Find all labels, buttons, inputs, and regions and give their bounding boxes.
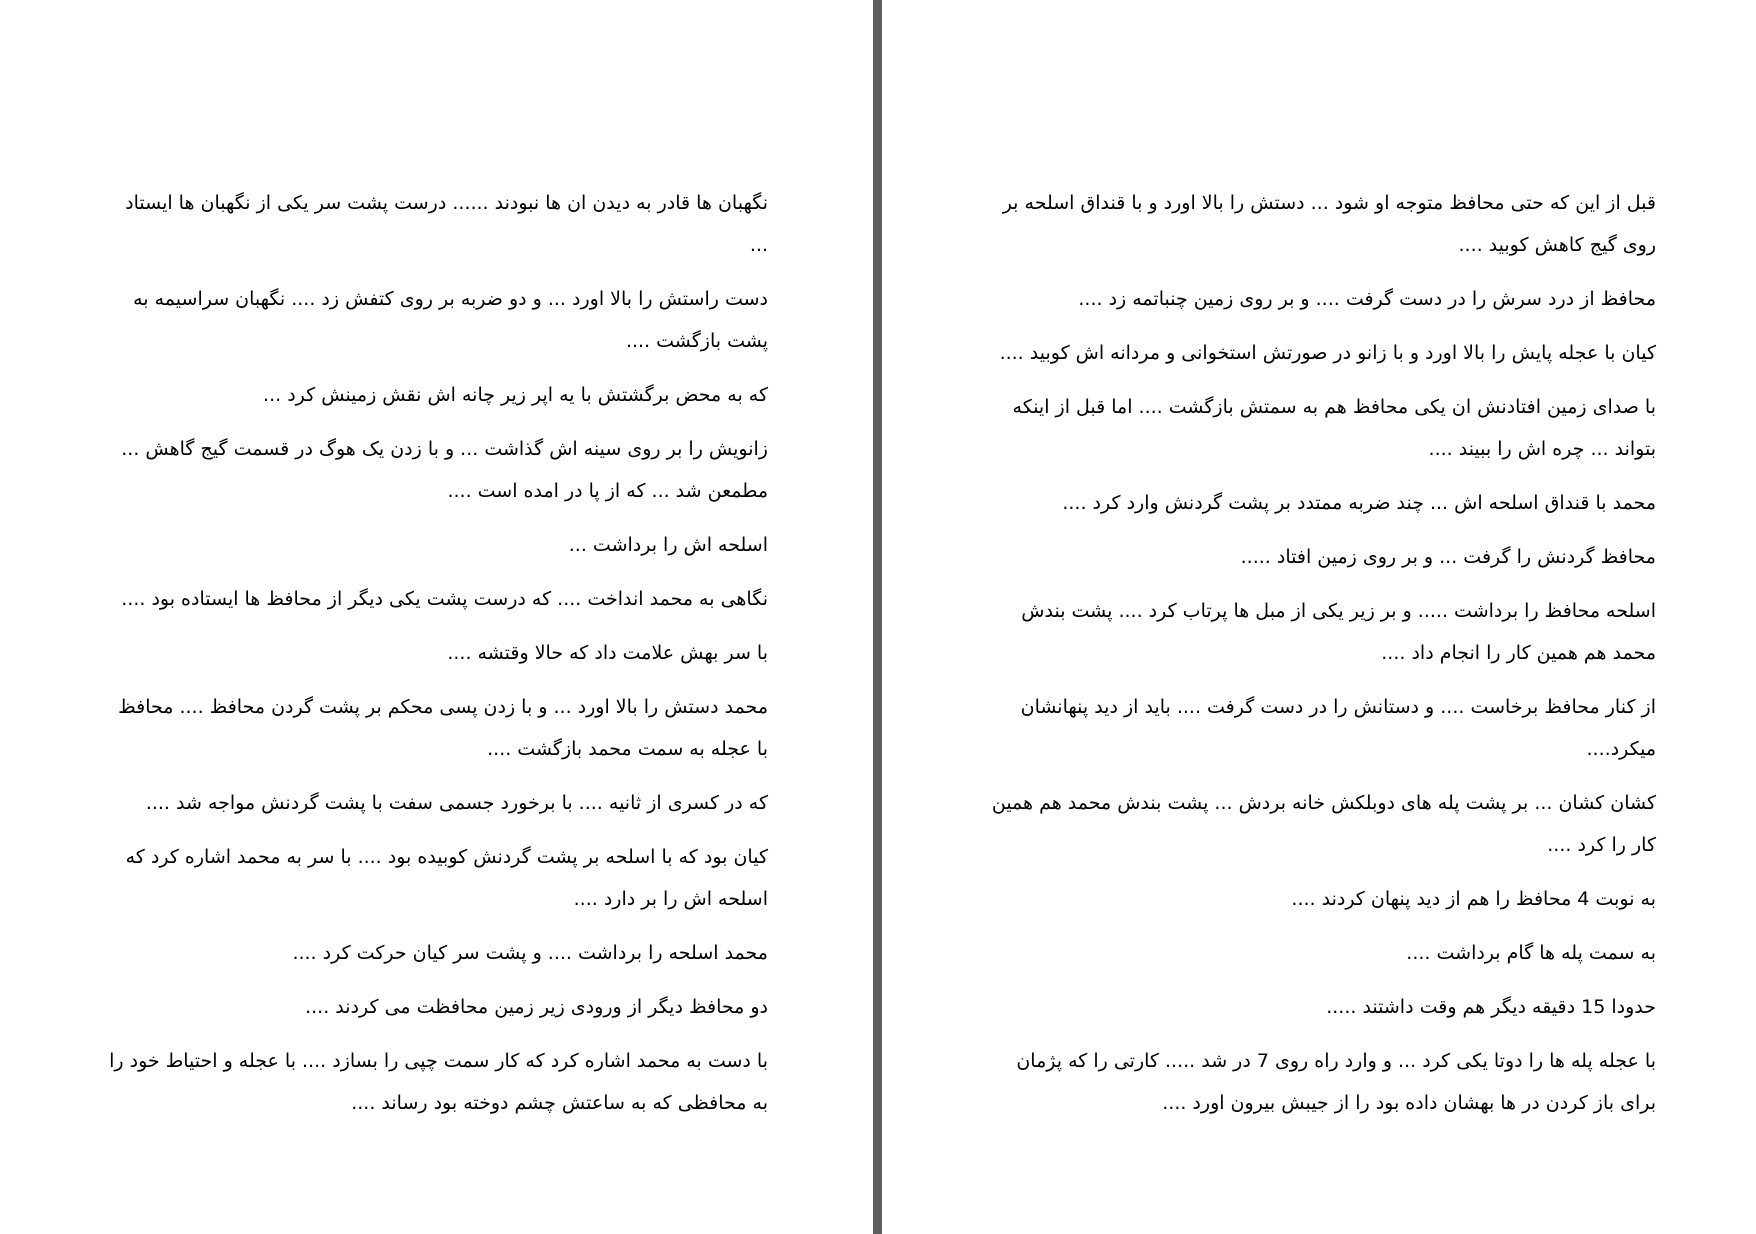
paragraph: اسلحه محافظ را برداشت ..... و بر زیر یکی از مبل ها پرتاب کرد .... پشت بندش محمد هم همین کار را انجام داد .... <box>1021 600 1656 664</box>
paragraph: قبل از این که حتی محافظ متوجه او شود ... دستش را بالا اورد و با قنداق اسلحه بر روی گیج کاهش کوبید .... <box>1002 192 1656 256</box>
paragraph: کیان با عجله پایش را بالا اورد و با زانو در صورتش استخوانی و مردانه اش کوبید .... <box>999 342 1656 364</box>
paragraph: کیان بود که با اسلحه بر پشت گردنش کوبیده بود .... با سر به محمد اشاره کرد که اسلحه اش را بر دارد .... <box>125 846 768 910</box>
right-page <box>882 0 1752 1234</box>
paragraph: از کنار محافظ برخاست .... و دستانش را در دست گرفت .... باید از دید پنهانشان میکرد.... <box>1020 696 1656 760</box>
paragraph: به سمت پله ها گام برداشت .... <box>1406 942 1656 964</box>
left-page-text <box>103 182 768 1136</box>
paragraph: محمد اسلحه را برداشت .... و پشت سر کیان حرکت کرد .... <box>292 942 768 964</box>
paragraph: نگهبان ها قادر به دیدن ان ها نبودند ...... درست پشت سر یکی از نگهبان ها ایستاد ... <box>125 192 768 256</box>
paragraph: محمد دستش را بالا اورد ... و با زدن پسی محکم بر پشت گردن محافظ .... محافظ با عجله به سمت محمد بازگشت .... <box>118 696 768 760</box>
paragraph: محافظ گردنش را گرفت ... و بر روی زمین افتاد ..... <box>1240 546 1656 568</box>
paragraph: محمد با قنداق اسلحه اش ... چند ضربه ممتدد بر پشت گردنش وارد کرد .... <box>1062 492 1656 514</box>
paragraph: محافظ از درد سرش را در دست گرفت .... و بر روی زمین چنباتمه زد .... <box>1078 288 1656 310</box>
paragraph: با صدای زمین افتادنش ان یکی محافظ هم به سمتش بازگشت .... اما قبل از اینکه بتواند ... چره اش را ببیند .... <box>1012 396 1656 460</box>
paragraph: دست راستش را بالا اورد ... و دو ضربه بر روی کتفش زد .... نگهبان سراسیمه به پشت بازگشت .... <box>133 288 768 352</box>
page-gutter <box>873 0 882 1234</box>
paragraph: با عجله پله ها را دوتا یکی کرد ... و وارد راه روی 7 در شد ..... کارتی را که پژمان برای باز کردن در ها بهشان داده بود را از جیبش بیرون اورد .... <box>1016 1050 1656 1114</box>
left-page <box>0 0 870 1234</box>
paragraph: کشان کشان ... بر پشت پله های دوبلکش خانه بردش ... پشت بندش محمد هم همین کار را کرد .... <box>991 792 1656 856</box>
paragraph: با سر بهش علامت داد که حالا وقتشه .... <box>447 642 768 664</box>
paragraph: که در کسری از ثانیه .... با برخورد جسمی سفت با پشت گردنش مواجه شد .... <box>145 792 768 814</box>
paragraph: اسلحه اش را برداشت ... <box>568 534 768 556</box>
paragraph: که به محض برگشتش با یه اپر زیر چانه اش نقش زمینش کرد ... <box>263 384 768 406</box>
paragraph: به نوبت 4 محافظ را هم از دید پنهان کردند .... <box>1291 888 1656 910</box>
right-page-text <box>985 182 1656 1136</box>
paragraph: زانویش را بر روی سینه اش گذاشت ... و با زدن یک هوگ در قسمت گیج گاهش ... مطمعن شد ... که از پا در امده است .... <box>121 438 768 502</box>
paragraph: با دست به محمد اشاره کرد که کار سمت چپی را بسازد .... با عجله و احتیاط خود را به محافظی که به ساعتش چشم دوخته بود رساند .... <box>109 1050 768 1114</box>
paragraph: حدودا 15 دقیقه دیگر هم وقت داشتند ..... <box>1326 996 1656 1018</box>
paragraph: دو محافظ دیگر از ورودی زیر زمین محافظت می کردند .... <box>305 996 768 1018</box>
paragraph: نگاهی به محمد انداخت .... که درست پشت یکی دیگر از محافظ ها ایستاده بود .... <box>121 588 768 610</box>
